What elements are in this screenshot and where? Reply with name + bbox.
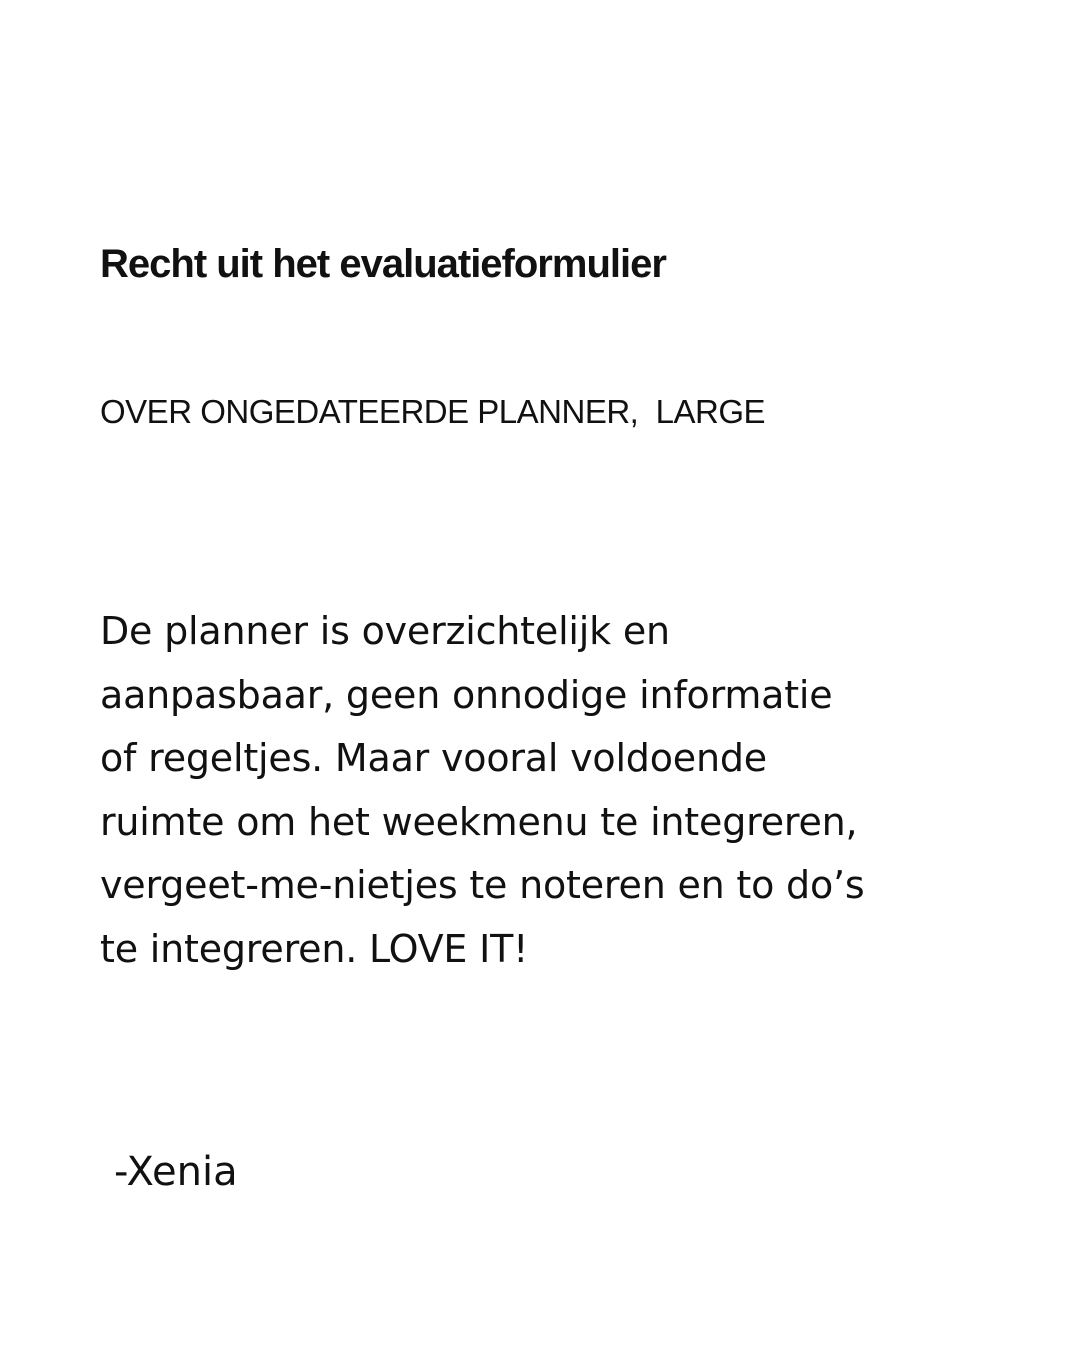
quote-text: [100, 600, 980, 981]
quote-line: aanpasbaar, geen onnodige informatie: [100, 672, 833, 717]
subheading: OVER ONGEDATEERDE PLANNER, LARGE: [100, 393, 766, 430]
signature: -Xenia: [114, 1149, 238, 1195]
quote-line: De planner is overzichtelijk en: [100, 609, 670, 653]
quote-line: te integreren. LOVE IT!: [100, 926, 529, 971]
quote-line: ruimte om het weekmenu te integreren,: [100, 799, 858, 844]
quote-line: of regeltjes. Maar vooral voldoende: [100, 736, 767, 780]
heading: Recht uit het evaluatieformulier: [100, 242, 666, 286]
quote-line: vergeet-me-nietjes te noteren en to do’s: [100, 863, 865, 907]
